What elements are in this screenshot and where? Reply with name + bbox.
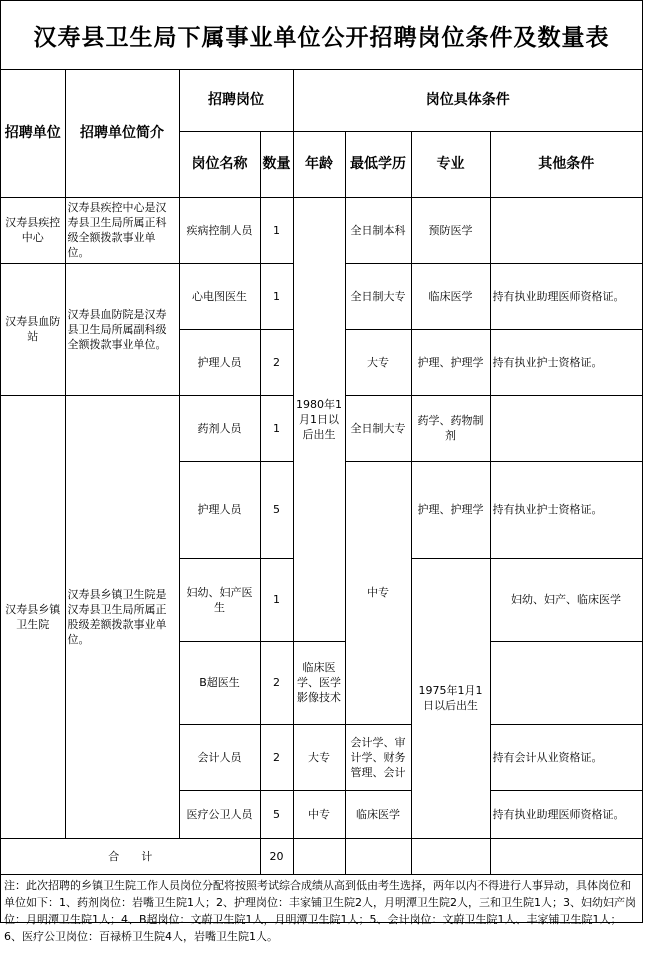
major-requirement: 护理、护理学: [411, 461, 490, 558]
position-name: 疾病控制人员: [179, 197, 260, 263]
other-requirement: [490, 395, 642, 461]
position-quantity: 5: [260, 461, 293, 558]
education-requirement: 全日制大专: [345, 395, 411, 461]
age-requirement: 1975年1月1日以后出生: [411, 558, 490, 838]
position-quantity: 1: [260, 558, 293, 641]
header-positions-group: 招聘岗位: [179, 70, 293, 131]
position-name: 护理人员: [179, 329, 260, 395]
education-requirement: 全日制本科: [345, 197, 411, 263]
other-requirement: [490, 197, 642, 263]
position-name: 护理人员: [179, 461, 260, 558]
position-quantity: 2: [260, 641, 293, 724]
total-value: 20: [260, 838, 293, 874]
position-name: 药剂人员: [179, 395, 260, 461]
other-requirement: 持有执业助理医师资格证。: [490, 790, 642, 838]
education-requirement: 大专: [345, 329, 411, 395]
major-requirement: 临床医学: [345, 790, 411, 838]
education-requirement: 中专: [293, 790, 345, 838]
footnote: 注：此次招聘的乡镇卫生院工作人员岗位分配将按照考试综合成绩从高到低由考生选择，两年以内不得进行人事异动，具体岗位和单位如下：1、药剂岗位：岩嘴卫生院1人；2、护理岗位：丰家铺卫生院2人，月明潭卫生院2人，三和卫生院1人；3、妇幼妇产岗位：月明潭卫生院1人；4、B超岗位：文蔚卫生院1人，月明潭卫生院1人；5、会计岗位：文蔚卫生院1人、丰家铺卫生院1人；6、医疗公卫岗位：百禄桥卫生院4人，岩嘴卫生院1人。: [1, 874, 642, 956]
major-requirement: 临床医学: [411, 263, 490, 329]
position-quantity: 5: [260, 790, 293, 838]
major-requirement: 临床医学、医学影像技术: [293, 641, 345, 724]
education-requirement: 中专: [345, 461, 411, 724]
position-name: 会计人员: [179, 724, 260, 790]
major-requirement: 会计学、审计学、财务管理、会计: [345, 724, 411, 790]
page-title: 汉寿县卫生局下属事业单位公开招聘岗位条件及数量表: [1, 1, 642, 70]
other-requirement: 持有执业护士资格证。: [490, 461, 642, 558]
total-label: 合 计: [1, 838, 260, 874]
header-age: 年龄: [293, 131, 345, 197]
unit-name: 汉寿县血防站: [1, 263, 65, 395]
header-intro: 招聘单位简介: [65, 70, 179, 197]
major-requirement: 护理、护理学: [411, 329, 490, 395]
unit-name: 汉寿县乡镇卫生院: [1, 395, 65, 838]
table-row: [1, 197, 642, 263]
position-name: 妇幼、妇产医生: [179, 558, 260, 641]
unit-name: 汉寿县疾控中心: [1, 197, 65, 263]
position-name: B超医生: [179, 641, 260, 724]
header-unit: 招聘单位: [1, 70, 65, 197]
total-row: [1, 838, 642, 874]
unit-intro: 汉寿县乡镇卫生院是汉寿县卫生局所属正股级差额拨款事业单位。: [65, 395, 179, 838]
other-requirement: 持有执业护士资格证。: [490, 329, 642, 395]
position-quantity: 1: [260, 263, 293, 329]
major-requirement: 预防医学: [411, 197, 490, 263]
note-row: [1, 874, 642, 956]
header-position-name: 岗位名称: [179, 131, 260, 197]
other-requirement: 持有执业助理医师资格证。: [490, 263, 642, 329]
header-major: 专业: [411, 131, 490, 197]
position-quantity: 2: [260, 329, 293, 395]
position-quantity: 1: [260, 197, 293, 263]
age-requirement: 1980年1月1日以后出生: [293, 197, 345, 641]
header-education: 最低学历: [345, 131, 411, 197]
header-row-1: [1, 70, 642, 131]
education-requirement: 全日制大专: [345, 263, 411, 329]
header-conditions-group: 岗位具体条件: [293, 70, 642, 131]
recruitment-table: [1, 70, 642, 956]
position-name: 心电图医生: [179, 263, 260, 329]
position-name: 医疗公卫人员: [179, 790, 260, 838]
unit-intro: 汉寿县疾控中心是汉寿县卫生局所属正科级全额拨款事业单位。: [65, 197, 179, 263]
other-requirement: 持有会计从业资格证。: [490, 724, 642, 790]
unit-intro: 汉寿县血防院是汉寿县卫生局所属副科级全额拨款事业单位。: [65, 263, 179, 395]
header-other: 其他条件: [490, 131, 642, 197]
position-quantity: 1: [260, 395, 293, 461]
major-requirement: 药学、药物制剂: [411, 395, 490, 461]
position-quantity: 2: [260, 724, 293, 790]
header-quantity: 数量: [260, 131, 293, 197]
education-requirement: 大专: [293, 724, 345, 790]
major-requirement: 妇幼、妇产、临床医学: [490, 558, 642, 641]
